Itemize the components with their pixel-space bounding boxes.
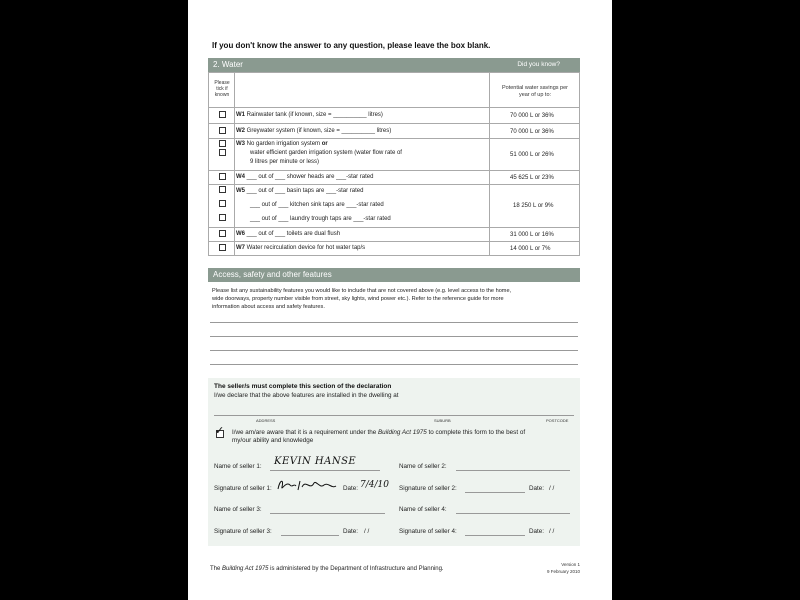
access-instruction-2: wide doorways, property number visible from street, sky lights, wind power etc.). Refer to the reference guide for more	[212, 296, 504, 302]
seller4-date-field[interactable]: / /	[549, 528, 555, 535]
seller3-signature-field[interactable]	[281, 535, 339, 536]
access-answer-line-4[interactable]	[210, 364, 578, 365]
savings-header: Potential water savings per year of up to:	[501, 85, 569, 99]
w5-text-3: ___ out of ___ laundry trough taps are ___-star rated	[250, 216, 391, 222]
w3-checkbox-no-irrigation[interactable]	[219, 140, 226, 147]
w3-saving: 51 000 L or 26%	[510, 152, 554, 158]
w4-saving: 45 625 L or 23%	[510, 175, 554, 181]
w3-checkbox-efficient-irrigation[interactable]	[219, 149, 226, 156]
seller3-name-field[interactable]	[270, 513, 385, 514]
w5-checkbox-kitchen[interactable]	[219, 200, 226, 207]
form-page	[188, 0, 612, 600]
access-title: Access, safety and other features	[213, 270, 332, 279]
w2-saving: 70 000 L or 36%	[510, 129, 554, 135]
w5-saving: 18 250 L or 9%	[513, 203, 554, 209]
w5-checkbox-laundry[interactable]	[219, 214, 226, 221]
seller1-date-handwritten: 7/4/10	[360, 480, 389, 490]
seller3-date-field[interactable]: / /	[364, 528, 370, 535]
seller4-name-label: Name of seller 4:	[399, 506, 447, 513]
seller1-name-field[interactable]	[270, 470, 380, 471]
w6-text: W6 ___ out of ___ toilets are dual flush	[236, 231, 341, 237]
w7-saving: 14 000 L or 7%	[510, 246, 551, 252]
w1-saving: 70 000 L or 36%	[510, 113, 554, 119]
access-answer-line-3[interactable]	[210, 350, 578, 351]
awareness-text-1: I/we am/are aware that it is a requirement under the Building Act 1975 to complete this form to the best of	[232, 429, 526, 436]
seller4-signature-field[interactable]	[465, 535, 525, 536]
access-section-header	[208, 268, 580, 282]
w5-text-2: ___ out of ___ kitchen sink taps are ___-star rated	[250, 202, 384, 208]
w5-text-1: W5 ___ out of ___ basin taps are ___-star rated	[236, 188, 364, 194]
postcode-label: POSTCODE	[546, 418, 569, 423]
seller4-signature-label: Signature of seller 4:	[399, 528, 457, 535]
awareness-text-2: my/our ability and knowledge	[232, 437, 314, 444]
w7-text: W7 Water recirculation device for hot water tap/s	[236, 245, 366, 251]
declaration-statement: I/we declare that the above features are installed in the dwelling at	[214, 392, 399, 399]
address-field-line[interactable]	[214, 415, 574, 416]
w6-saving: 31 000 L or 16%	[510, 232, 554, 238]
w2-checkbox[interactable]	[219, 127, 226, 134]
water-title: 2. Water	[213, 60, 243, 69]
footer-text: The Building Act 1975 is administered by the Department of Infrastructure and Planning.	[210, 566, 444, 572]
access-instruction-1: Please list any sustainability features you would like to include that are not covered above (e.g. level access to the home,	[212, 288, 512, 294]
seller2-signature-label: Signature of seller 2:	[399, 485, 457, 492]
w6-checkbox[interactable]	[219, 230, 226, 237]
footer-version: Version 1	[561, 562, 580, 567]
w4-text: W4 ___ out of ___ shower heads are ___-star rated	[236, 174, 374, 180]
seller2-signature-field[interactable]	[465, 492, 525, 493]
seller2-name-field[interactable]	[456, 470, 570, 471]
seller1-signature-label: Signature of seller 1:	[214, 485, 272, 492]
access-answer-line-2[interactable]	[210, 336, 578, 337]
seller1-date-label: Date:	[343, 485, 359, 492]
seller3-signature-label: Signature of seller 3:	[214, 528, 272, 535]
w3-text-1: W3 No garden irrigation system or	[236, 141, 328, 147]
w1-checkbox[interactable]	[219, 111, 226, 118]
seller4-date-label: Date:	[529, 528, 545, 535]
instruction-text: If you don't know the answer to any question, please leave the box blank.	[212, 41, 491, 50]
seller2-name-label: Name of seller 2:	[399, 463, 447, 470]
w4-checkbox[interactable]	[219, 173, 226, 180]
w2-text: W2 Greywater system (if known, size = __________ litres)	[236, 128, 392, 134]
water-section-header	[208, 58, 580, 72]
w3-text-3: 9 litres per minute or less)	[250, 159, 320, 165]
seller4-name-field[interactable]	[456, 513, 570, 514]
seller2-date-label: Date:	[529, 485, 545, 492]
seller1-signature-scribble	[276, 477, 338, 493]
footer-date: 9 February 2010	[546, 569, 580, 574]
access-answer-line-1[interactable]	[210, 322, 578, 323]
seller3-date-label: Date:	[343, 528, 359, 535]
w3-text-2: water efficient garden irrigation system (water flow rate of	[250, 150, 402, 156]
declaration-section	[208, 378, 580, 546]
w7-checkbox[interactable]	[219, 244, 226, 251]
access-instruction-3: information about access and safety features.	[212, 304, 325, 310]
seller3-name-label: Name of seller 3:	[214, 506, 262, 513]
awareness-tick-mark: ✓	[215, 425, 225, 437]
suburb-label: SUBURB	[434, 418, 451, 423]
seller1-name-handwritten: KEVIN HANSE	[274, 456, 357, 467]
address-label: ADDRESS	[256, 418, 276, 423]
declaration-title: The seller/s must complete this section of the declaration	[214, 383, 392, 390]
w5-checkbox-basin[interactable]	[219, 186, 226, 193]
w1-text: W1 Rainwater tank (if known, size = __________ litres)	[236, 112, 383, 118]
seller2-date-field[interactable]: / /	[549, 485, 555, 492]
did-you-know: Did you know?	[517, 61, 560, 68]
please-tick-label: Please tick if known	[214, 80, 230, 98]
seller1-name-label: Name of seller 1:	[214, 463, 262, 470]
